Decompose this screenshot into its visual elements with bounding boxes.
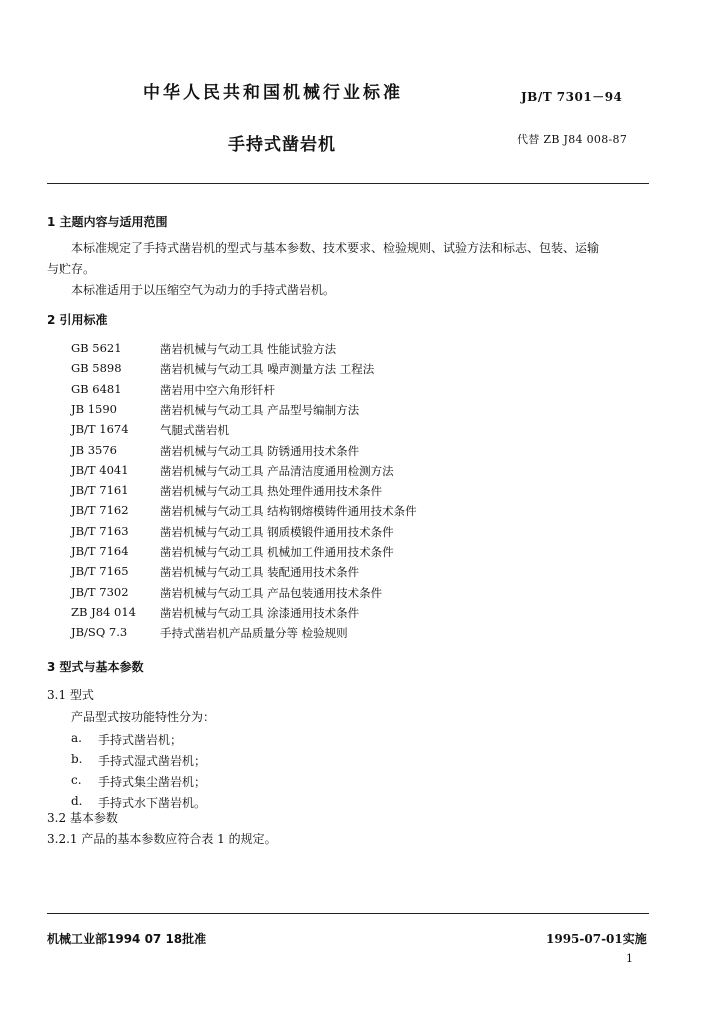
reference-code: JB/T 7163 bbox=[71, 524, 129, 538]
section-1-para-1-line-2: 与贮存。 bbox=[47, 262, 96, 276]
document-title: 手持式凿岩机 bbox=[228, 135, 336, 155]
type-item-text: 手持式湿式凿岩机； bbox=[98, 754, 207, 768]
section-3-1-intro: 产品型式按功能特性分为： bbox=[71, 710, 216, 724]
reference-code: JB/SQ 7.3 bbox=[71, 625, 128, 639]
section-3-2-1: 3.2.1 产品的基本参数应符合表 1 的规定。 bbox=[47, 832, 277, 846]
reference-title: 凿岩用中空六角形钎杆 bbox=[160, 383, 275, 397]
reference-code: JB/T 7161 bbox=[71, 483, 129, 497]
reference-title: 凿岩机械与气动工具 装配通用技术条件 bbox=[160, 565, 360, 579]
section-3-heading: 3 型式与基本参数 bbox=[47, 660, 144, 674]
type-item-label: c. bbox=[71, 773, 82, 787]
reference-title: 凿岩机械与气动工具 结构钢熔模铸件通用技术条件 bbox=[160, 504, 417, 518]
reference-code: JB/T 7302 bbox=[71, 585, 129, 599]
reference-code: GB 5898 bbox=[71, 361, 122, 375]
reference-title: 凿岩机械与气动工具 产品清洁度通用检测方法 bbox=[160, 464, 394, 478]
replaces-note: 代替 ZB J84 008-87 bbox=[517, 133, 628, 146]
section-1-para-1-line-1: 本标准规定了手持式凿岩机的型式与基本参数、技术要求、检验规则、试验方法和标志、包装、运输 bbox=[71, 241, 600, 255]
reference-title: 手持式凿岩机产品质量分等 检验规则 bbox=[160, 626, 348, 640]
reference-title: 凿岩机械与气动工具 涂漆通用技术条件 bbox=[160, 606, 360, 620]
reference-code: JB/T 7162 bbox=[71, 503, 129, 517]
reference-title: 凿岩机械与气动工具 噪声测量方法 工程法 bbox=[160, 362, 375, 376]
type-item-text: 手持式集尘凿岩机； bbox=[98, 775, 207, 789]
reference-code: JB 3576 bbox=[71, 443, 117, 457]
standard-number: JB/T 7301－94 bbox=[521, 90, 623, 104]
section-2-heading: 2 引用标准 bbox=[47, 313, 108, 327]
type-item-text: 手持式水下凿岩机。 bbox=[98, 796, 207, 810]
approval-note: 机械工业部1994 07 18批准 bbox=[47, 932, 207, 946]
reference-code: JB/T 7165 bbox=[71, 564, 129, 578]
reference-code: JB/T 4041 bbox=[71, 463, 129, 477]
reference-title: 凿岩机械与气动工具 性能试验方法 bbox=[160, 342, 337, 356]
reference-title: 凿岩机械与气动工具 机械加工件通用技术条件 bbox=[160, 545, 394, 559]
type-item-label: a. bbox=[71, 731, 82, 745]
reference-code: JB/T 7164 bbox=[71, 544, 129, 558]
page-number: 1 bbox=[626, 952, 633, 965]
reference-title: 凿岩机械与气动工具 热处理件通用技术条件 bbox=[160, 484, 383, 498]
reference-title: 气腿式凿岩机 bbox=[160, 423, 229, 437]
type-item-label: b. bbox=[71, 752, 83, 766]
section-1-heading: 1 主题内容与适用范围 bbox=[47, 215, 168, 229]
reference-title: 凿岩机械与气动工具 防锈通用技术条件 bbox=[160, 444, 360, 458]
reference-code: JB/T 1674 bbox=[71, 422, 129, 436]
reference-code: ZB J84 014 bbox=[71, 605, 136, 619]
type-item-label: d. bbox=[71, 794, 83, 808]
reference-title: 凿岩机械与气动工具 钢质模锻件通用技术条件 bbox=[160, 525, 394, 539]
section-1-para-2: 本标准适用于以压缩空气为动力的手持式凿岩机。 bbox=[71, 283, 336, 297]
footer-rule bbox=[47, 913, 649, 914]
reference-code: JB 1590 bbox=[71, 402, 117, 416]
section-3-2-heading: 3.2 基本参数 bbox=[47, 811, 118, 825]
section-3-1-heading: 3.1 型式 bbox=[47, 688, 94, 702]
industry-standard-heading: 中华人民共和国机械行业标准 bbox=[143, 83, 403, 103]
reference-code: GB 6481 bbox=[71, 382, 122, 396]
header-rule bbox=[47, 183, 649, 184]
effective-date: 1995-07-01实施 bbox=[546, 932, 647, 946]
type-item-text: 手持式凿岩机； bbox=[98, 733, 183, 747]
reference-title: 凿岩机械与气动工具 产品型号编制方法 bbox=[160, 403, 360, 417]
reference-title: 凿岩机械与气动工具 产品包装通用技术条件 bbox=[160, 586, 383, 600]
reference-code: GB 5621 bbox=[71, 341, 122, 355]
